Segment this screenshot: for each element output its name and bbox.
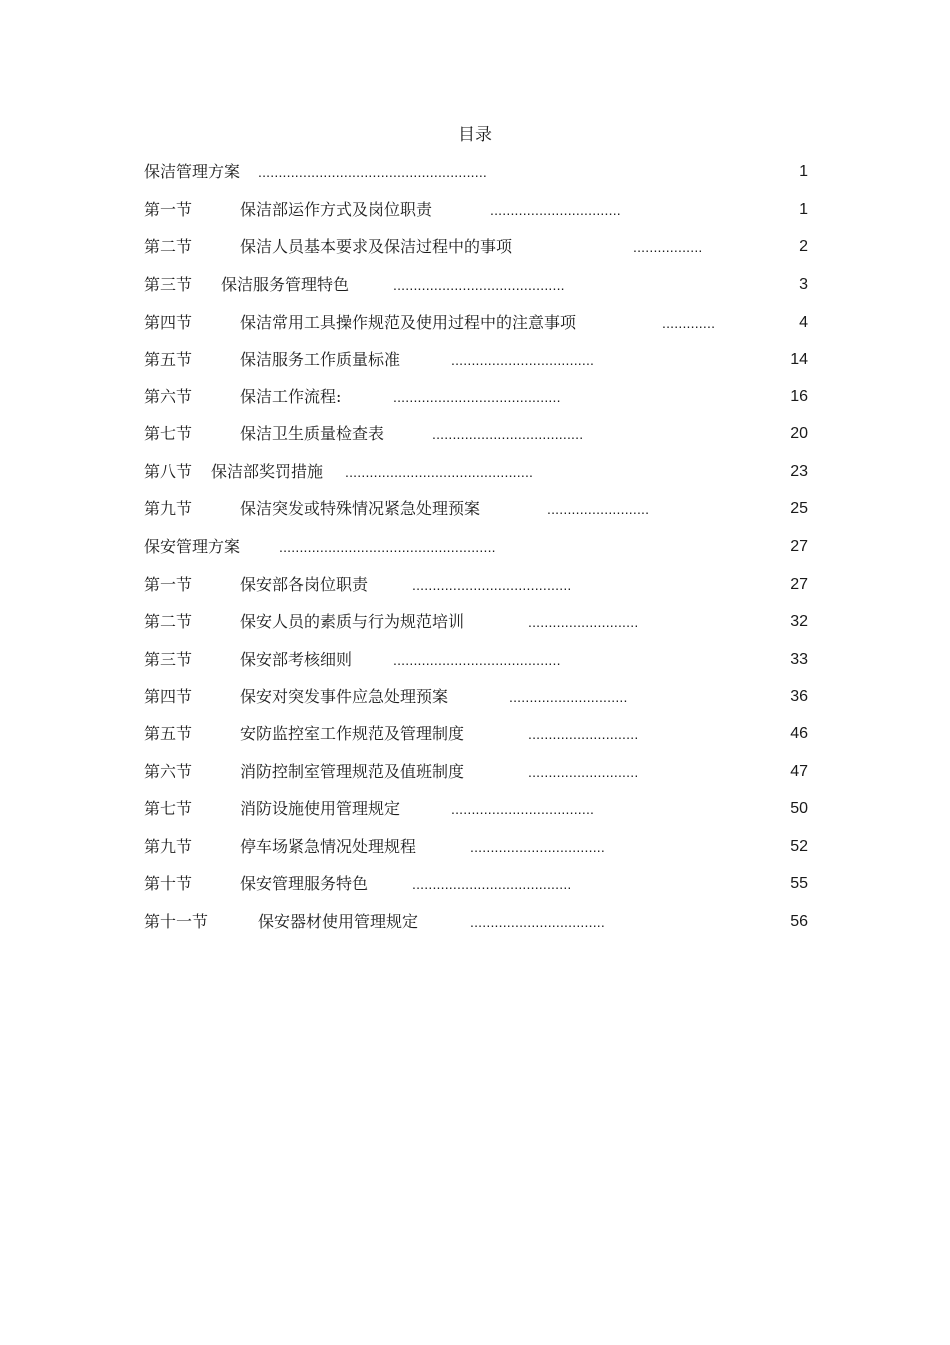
- toc-entry[interactable]: [0, 722, 950, 746]
- toc-entry[interactable]: [0, 460, 950, 484]
- toc-entry-title: 保洁常用工具操作规范及使用过程中的注意事项: [240, 313, 577, 332]
- toc-entry[interactable]: [0, 497, 950, 521]
- toc-entry-title: 保安对突发事件应急处理预案: [240, 687, 449, 706]
- toc-page-number: 4: [799, 314, 808, 331]
- toc-entry-title: 保洁部奖罚措施: [211, 462, 324, 481]
- toc-entry[interactable]: [0, 235, 950, 259]
- toc-page-number: 52: [790, 838, 808, 855]
- toc-page-number: 1: [799, 201, 808, 218]
- toc-section-label: 第三节: [144, 650, 193, 669]
- toc-leader-dots: .........................: [547, 501, 650, 517]
- toc-entry[interactable]: [0, 422, 950, 446]
- toc-entry-title: 保安器材使用管理规定: [258, 912, 419, 931]
- toc-page-number: 50: [790, 800, 808, 817]
- toc-section-label: 第九节: [144, 837, 193, 856]
- toc-section-label: 第五节: [144, 350, 193, 369]
- toc-leader-dots: ........................................................: [258, 164, 488, 180]
- toc-page-number: 1: [799, 163, 808, 180]
- toc-section-label: 第四节: [144, 313, 193, 332]
- toc-entry[interactable]: [0, 348, 950, 372]
- toc-leader-dots: .....................................................: [279, 539, 496, 555]
- toc-entry[interactable]: [0, 311, 950, 335]
- toc-entry-title: 保安部考核细则: [240, 650, 353, 669]
- toc-section-label: 第一节: [144, 575, 193, 594]
- toc-section-label: 第一节: [144, 200, 193, 219]
- toc-entry[interactable]: [0, 685, 950, 709]
- toc-page-number: 3: [799, 276, 808, 293]
- toc-leader-dots: .............................: [509, 689, 628, 705]
- toc-entry-title: 保洁部运作方式及岗位职责: [240, 200, 433, 219]
- toc-page-number: 55: [790, 875, 808, 892]
- toc-leader-dots: ...........................: [528, 764, 639, 780]
- toc-leader-dots: ...................................: [451, 801, 595, 817]
- toc-page-number: 56: [790, 913, 808, 930]
- toc-leader-dots: ...........................: [528, 726, 639, 742]
- toc-entry[interactable]: [0, 160, 950, 184]
- toc-page-number: 23: [790, 463, 808, 480]
- toc-entry-title: 消防设施使用管理规定: [240, 799, 401, 818]
- toc-entry[interactable]: [0, 797, 950, 821]
- toc-leader-dots: ..........................................: [393, 277, 565, 293]
- toc-entry[interactable]: [0, 910, 950, 934]
- toc-entry[interactable]: [0, 835, 950, 859]
- toc-section-label: 第六节: [144, 762, 193, 781]
- toc-page-number: 2: [799, 238, 808, 255]
- toc-page-number: 14: [790, 351, 808, 368]
- toc-section-label: 第十一节: [144, 912, 209, 931]
- toc-page-number: 27: [790, 538, 808, 555]
- toc-leader-dots: ...................................: [451, 352, 595, 368]
- toc-page-number: 32: [790, 613, 808, 630]
- toc-entry[interactable]: [0, 610, 950, 634]
- toc-page-number: 33: [790, 651, 808, 668]
- toc-section-label: 保洁管理方案: [144, 162, 241, 181]
- toc-leader-dots: .....................................: [432, 426, 584, 442]
- toc-entry-title: 保洁人员基本要求及保洁过程中的事项: [240, 237, 513, 256]
- toc-leader-dots: .........................................: [393, 389, 561, 405]
- toc-section-label: 第三节: [144, 275, 193, 294]
- toc-entry[interactable]: [0, 648, 950, 672]
- toc-entry-title: 保安管理服务特色: [240, 874, 369, 893]
- toc-section-label: 第六节: [144, 387, 193, 406]
- toc-entry-title: 保洁工作流程:: [240, 387, 342, 406]
- toc-entry[interactable]: [0, 198, 950, 222]
- toc-entry-title: 停车场紧急情况处理规程: [240, 837, 417, 856]
- toc-page-number: 47: [790, 763, 808, 780]
- toc-section-label: 第二节: [144, 237, 193, 256]
- toc-section-label: 第四节: [144, 687, 193, 706]
- toc-leader-dots: .................................: [470, 914, 605, 930]
- toc-entry[interactable]: [0, 385, 950, 409]
- toc-page-number: 20: [790, 425, 808, 442]
- toc-leader-dots: .........................................: [393, 652, 561, 668]
- toc-leader-dots: .................: [633, 239, 703, 255]
- toc-leader-dots: .......................................: [412, 876, 572, 892]
- toc-entry-title: 消防控制室管理规范及值班制度: [240, 762, 465, 781]
- toc-leader-dots: ...........................: [528, 614, 639, 630]
- toc-page-number: 36: [790, 688, 808, 705]
- toc-section-label: 保安管理方案: [144, 537, 241, 556]
- toc-section-label: 第十节: [144, 874, 193, 893]
- toc-entry-title: 安防监控室工作规范及管理制度: [240, 724, 465, 743]
- toc-entry[interactable]: [0, 573, 950, 597]
- toc-entry-title: 保洁服务管理特色: [221, 275, 350, 294]
- toc-page-number: 25: [790, 500, 808, 517]
- toc-section-label: 第七节: [144, 424, 193, 443]
- toc-entry[interactable]: [0, 872, 950, 896]
- toc-title: 目录: [458, 125, 492, 145]
- toc-entry[interactable]: [0, 535, 950, 559]
- toc-leader-dots: .................................: [470, 839, 605, 855]
- toc-entry-title: 保洁突发或特殊情况紧急处理预案: [240, 499, 481, 518]
- toc-entry[interactable]: [0, 273, 950, 297]
- toc-entry-title: 保安部各岗位职责: [240, 575, 369, 594]
- toc-leader-dots: ................................: [490, 202, 621, 218]
- toc-entry-title: 保洁卫生质量检查表: [240, 424, 385, 443]
- toc-leader-dots: .............: [662, 315, 716, 331]
- toc-section-label: 第七节: [144, 799, 193, 818]
- toc-section-label: 第九节: [144, 499, 193, 518]
- toc-entry[interactable]: [0, 760, 950, 784]
- toc-section-label: 第八节: [144, 462, 193, 481]
- toc-page-number: 16: [790, 388, 808, 405]
- toc-page-number: 27: [790, 576, 808, 593]
- toc-leader-dots: .......................................: [412, 577, 572, 593]
- toc-section-label: 第五节: [144, 724, 193, 743]
- toc-entry-title: 保洁服务工作质量标准: [240, 350, 401, 369]
- toc-leader-dots: ..............................................: [345, 464, 534, 480]
- toc-section-label: 第二节: [144, 612, 193, 631]
- toc-page-number: 46: [790, 725, 808, 742]
- toc-entry-title: 保安人员的素质与行为规范培训: [240, 612, 465, 631]
